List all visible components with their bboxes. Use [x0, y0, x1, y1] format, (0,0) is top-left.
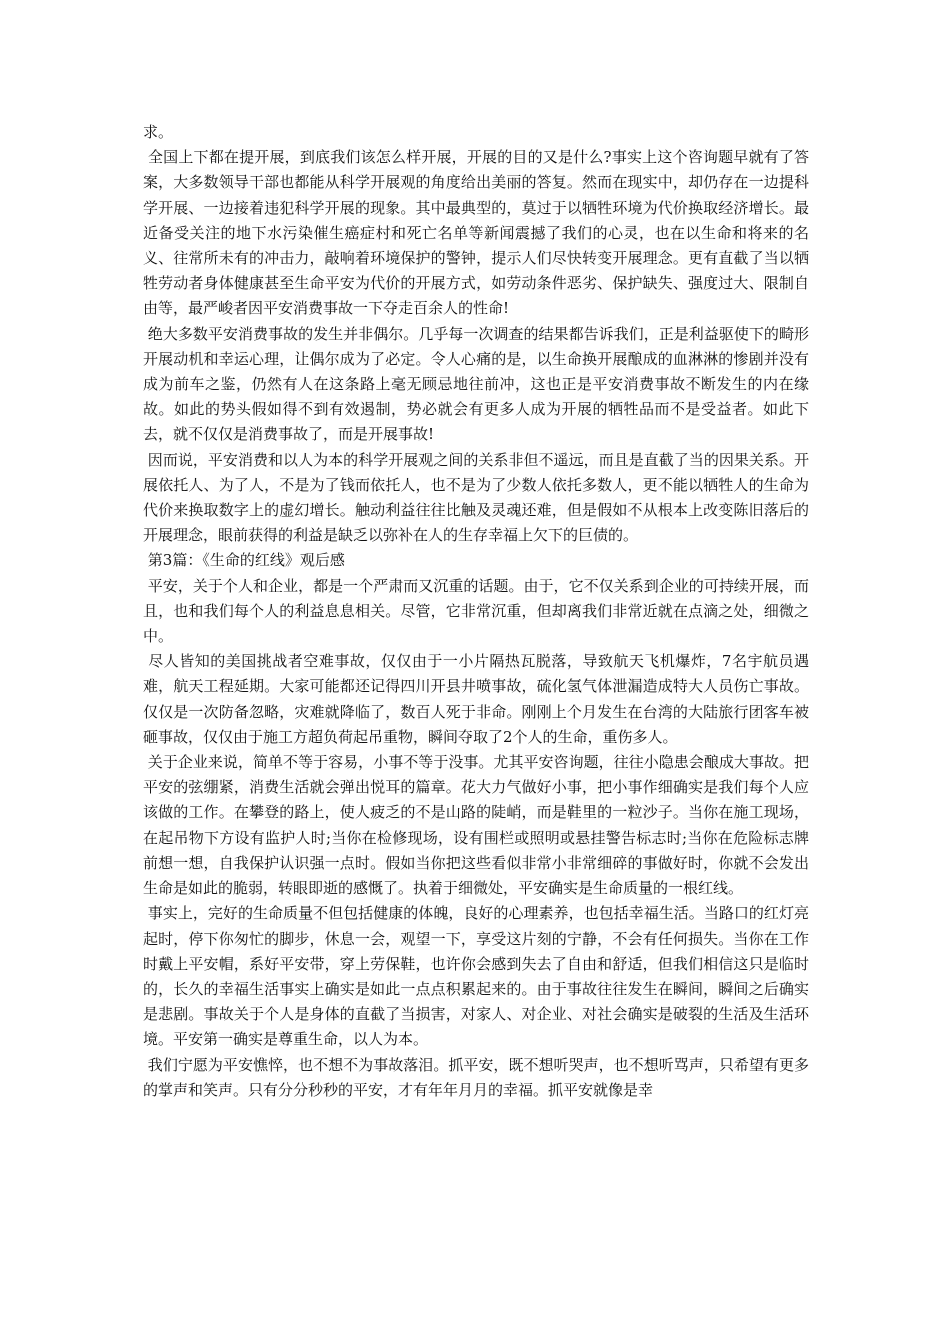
- paragraph-development-question: 全国上下都在提开展，到底我们该怎么样开展，开展的目的又是什么?事实上这个咨询题早就有了答案，大多数领导干部也都能从科学开展观的角度给出美丽的答复。然而在现实中，却仍存在一边提科学开展、一边接着违犯科学开展的现象。其中最典型的，莫过于以牺牲环境为代价换取经济增长。最近备受关注的地下水污染催生癌症村和死亡名单等新闻震撼了我们的心灵，也在以生命和将来的名义、往常所未有的冲击力，敲响着环境保护的警钟，提示人们尽快转变开展理念。更有直截了当以牺牲劳动者身体健康甚至生命平安为代价的开展方式，如劳动条件恶劣、保护缺失、强度过大、限制自由等，最严峻者因平安消费事故一下夺走百余人的性命!: [143, 148, 810, 318]
- section-heading: 第3篇：《生命的红线》观后感: [143, 551, 345, 570]
- paragraph-small-things: 关于企业来说，简单不等于容易，小事不等于没事。尤其平安咨询题，往往小隐患会酿成大事故。把平安的弦绷紧，消费生活就会弹出悦耳的篇章。花大力气做好小事，把小事作细确实是我们每个人应该做的工作。在攀登的路上，使人疲乏的不是山路的陡峭，而是鞋里的一粒沙子。当你在施工现场，在起吊物下方设有监护人时;当你在检修现场，设有围栏或照明或悬挂警告标志时;当你在危险标志牌前想一想，自我保护认识强一点时。假如当你把这些看似非常小非常细碎的事做好时，你就不会发出生命是如此的脆弱，转眼即逝的感慨了。执着于细微处，平安确实是生命质量的一根红线。: [143, 753, 809, 898]
- paragraph-causal-relation: 因而说，平安消费和以人为本的科学开展观之间的关系非但不遥远，而且是直截了当的因果关系。开展依托人、为了人，不是为了钱而依托人，也不是为了少数人依托多数人，更不能以牺牲人的生命为代价来换取数字上的虚幻增长。触动利益往往比触及灵魂还难，但是假如不从根本上改变陈旧落后的开展理念，眼前获得的利益是缺乏以弥补在人的生存幸福上欠下的巨债的。: [143, 450, 809, 545]
- paragraph-accident-examples: 尽人皆知的美国挑战者空难事故，仅仅由于一小片隔热瓦脱落，导致航天飞机爆炸，7名宇航员遇难，航天工程延期。大家可能都还记得四川开县井喷事故，硫化氢气体泄漏造成特大人员伤亡事故。仅仅是一次防备忽略，灾难就降临了，数百人死于非命。刚刚上个月发生在台湾的大陆旅行团客车被砸事故，仅仅由于施工方超负荷起吊重物，瞬间夺取了2个人的生命，重伤多人。: [143, 652, 809, 746]
- paragraph-closing: 我们宁愿为平安憔悴，也不想不为事故落泪。抓平安，既不想听哭声，也不想听骂声，只希望有更多的掌声和笑声。只有分分秒秒的平安，才有年年月月的幸福。抓平安就像是幸: [143, 1055, 809, 1099]
- paragraph-life-quality: 事实上，完好的生命质量不但包括健康的体魄，良好的心理素养，也包括幸福生活。当路口的红灯亮起时，停下你匆忙的脚步，休息一会，观望一下，享受这片刻的宁静，不会有任何损失。当你在工作时戴上平安帽，系好平安带，穿上劳保鞋，也许你会感到失去了自由和舒适，但我们相信这只是临时的，长久的幸福生活事实上确实是如此一点点积累起来的。由于事故往往发生在瞬间，瞬间之后确实是悲剧。事故关于个人是身体的直截了当损害，对家人、对企业、对社会确实是破裂的生活及生活环境。平安第一确实是尊重生命，以人为本。: [143, 904, 809, 1049]
- paragraph-accident-causes: 绝大多数平安消费事故的发生并非偶尔。几乎每一次调查的结果都告诉我们，正是利益驱使下的畸形开展动机和幸运心理，让偶尔成为了必定。令人心痛的是，以生命换开展酿成的血淋淋的惨剧并没有成为前车之鉴，仍然有人在这条路上毫无顾忌地往前冲，这也正是平安消费事故不断发生的内在缘故。如此的势头假如得不到有效遏制，势必就会有更多人成为开展的牺牲品而不是受益者。如此下去，就不仅仅是消费事故了，而是开展事故!: [143, 324, 809, 444]
- paragraph-continuation: 求。: [143, 123, 174, 141]
- document-page: [143, 120, 809, 1103]
- paragraph-safety-intro: 平安，关于个人和企业，都是一个严肃而又沉重的话题。由于，它不仅关系到企业的可持续开展，而且，也和我们每个人的利益息息相关。尽管，它非常沉重，但却离我们非常近就在点滴之处，细微之中。: [143, 576, 809, 646]
